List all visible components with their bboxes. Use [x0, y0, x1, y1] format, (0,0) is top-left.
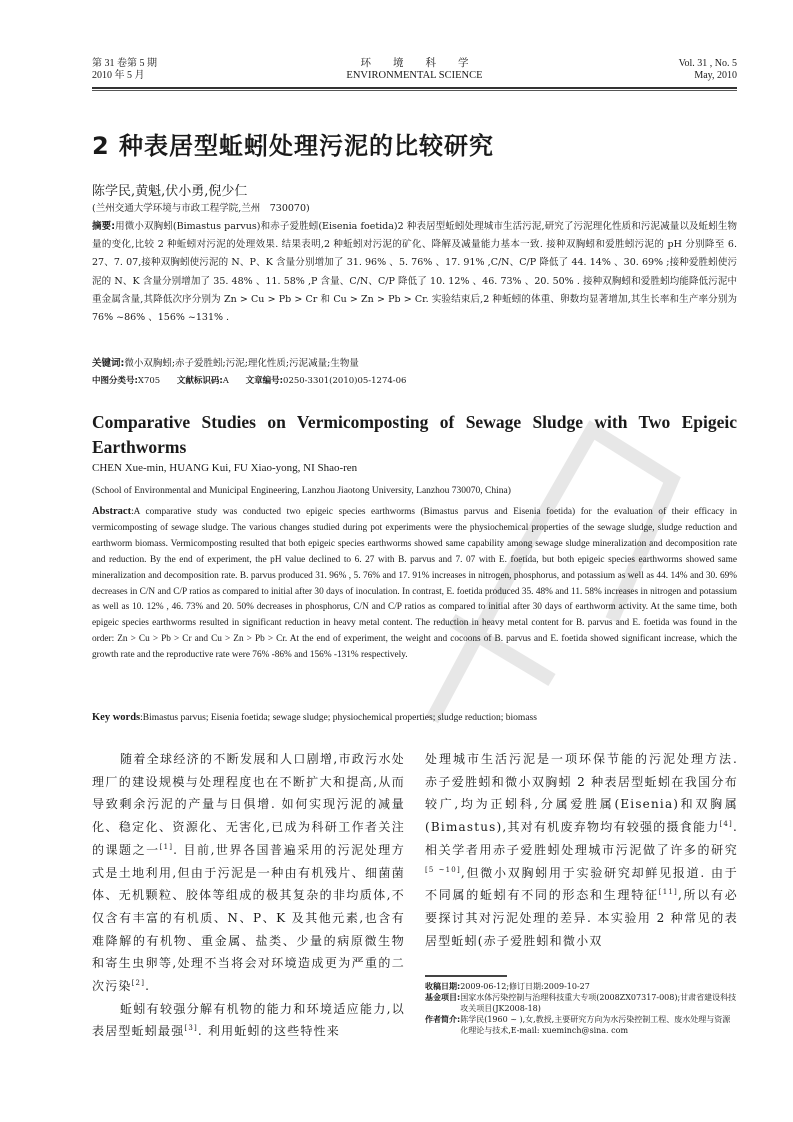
body-paragraph — [92, 998, 405, 1043]
abstract-en-label: Abstract — [92, 506, 132, 517]
date-cn: 2010 年 5 月 — [92, 70, 145, 81]
clc-label: 中图分类号: — [92, 376, 138, 386]
abstract-en-text: A comparative study was conducted two epigeic species earthworms (Bimastus parvus and Eisenia foetida) for the evaluation of their efficacy in vermicomposting of sewage sludge. The various changes studied during pot experiments were the physiochemical properties of the sewage sludge, sludge reduction and earthworm biomass. Vermicomposting resulted that both epigeic species earthworms showed same capability among sewage sludge mineralization and decomposition rate and reduction. By the end of experiment, the pH value declined to 6. 27 with B. parvus and 7. 07 with E. foetida, but both epigeic species earthworms showed same mineralization and decomposition rate. B. parvus produced 31. 96% , 5. 76% and 17. 91% increases in nitrogen, phosphorus, and potassium as well as 44. 14% and 30. 69% decreases in C/N and C/P ratios as compared to initial after 30 days of inoculation. In contrast, E. foetida produced 35. 48% and 11. 58% increases in nitrogen and potassium as well as 10. 12% , 46. 73% and 20. 50% decreases in phosphorus, C/N and C/P ratios as compared to initial after 30 days of earthworm activity. At the same time, both epigeic species earthworms resulted in significant reduction in heavy metal content. The reduction in heavy metal content for B. parvus and E. foetida was found in the order: Zn > Cu > Pb > Cr and Cu > Zn > Pb > Cr. At the end of experiment, the weight and cocoons of B. parvus and E. foetida showed significant increase, which the growth rate and the reproductive rate were 76% -86% and 156% -131% respectively. — [92, 507, 737, 661]
body-paragraph — [425, 748, 738, 952]
doc-code-value: A — [222, 376, 229, 386]
citation-link[interactable]: [4] — [719, 820, 733, 829]
abstract-cn-text: 用微小双胸蚓(Bimastus parvus)和赤子爱胜蚓(Eisenia foetida)2 种表居型蚯蚓处理城市生活污泥,研究了污泥理化性质和污泥减量以及蚯蚓生物量的变化,比较 2 种蚯蚓对污泥的处理效果. 结果表明,2 种蚯蚓对污泥的矿化、降解及减量能力基本一致. 接种双胸蚓和爱胜蚓污泥的 pH 分别降至 6. 27、7. 07,接种双胸蚓使污泥的 N、P、K 含量分别增加了 31. 96% 、5. 76% 、17. 91% ,C/N、C/P 降低了 44. 14% 、30. 69% ;接种爱胜蚓使污泥的 N、K 含量分别增加了 35. 48% 、11. 58% ,P 含量、C/N、C/P 降低了 10. 12% 、46. 73% 、20. 50% . 接种双胸蚓和爱胜蚓均能降低污泥中重金属含量,其降低次序分别为 Zn > Cu > Pb > Cr 和 Cu > Zn > Pb > Cr. 实验结束后,2 种蚯蚓的体重、卵数均显著增加,其生长率和生产率分别为 76% ~86% 、156% ~131% . — [92, 221, 737, 324]
body-text: ,所以有必要探讨其对污泥处理的差异. 本实验用 2 种常见的表居型蚯蚓(赤子爱胜蚓和微小双 — [425, 888, 738, 948]
citation-link[interactable]: [2] — [131, 979, 146, 988]
footnote-label: 收稿日期: — [425, 982, 461, 991]
paper-page — [92, 0, 737, 1122]
affiliation-cn: (兰州交通大学环境与市政工程学院,兰州 730070) — [92, 203, 310, 214]
keywords-cn — [92, 355, 359, 369]
volume-cn: 第 31 卷第 5 期 — [92, 58, 157, 69]
footnote-rule — [425, 975, 507, 977]
body-text: . — [145, 979, 151, 994]
footnote-received — [425, 981, 738, 992]
abstract-en: Abstract:A comparative study was conducted two epigeic species earthworms (Bimastus parvus and Eisenia foetida) for the evaluation of their efficacy in vermicomposting of sewage sludge. The various changes studied during pot experiments were the physiochemical properties of the sewage sludge, sludge reduction and earthworm biomass. Vermicomposting resulted that both epigeic species earthworms showed same capability among sewage sludge mineralization and decomposition rate and reduction. By the end of experiment, the pH value declined to 6. 27 with B. parvus and 7. 07 with E. foetida, but both epigeic species earthworms showed same mineralization and decomposition rate. B. parvus produced 31. 96% , 5. 76% and 17. 91% increases in nitrogen, phosphorus, and potassium as well as 44. 14% and 30. 69% decreases in C/N and C/P ratios as compared to initial after 30 days of inoculation. In contrast, E. foetida produced 35. 48% and 11. 58% increases in nitrogen and potassium as well as 10. 12% , 46. 73% and 20. 50% decreases in phosphorus, C/N and C/P ratios as compared to initial after 30 days of earthworm activity. At the same time, both epigeic species earthworms resulted in significant reduction in heavy metal content. The reduction in heavy metal content for B. parvus and E. foetida was found in the order: Zn > Cu > Pb > Cr and Cu > Zn > Pb > Cr. At the end of experiment, the weight and cocoons of B. parvus and E. foetida showed significant increase, which the growth rate and the reproductive rate were 76% -86% and 156% -131% respectively. — [92, 506, 737, 661]
title-cn: 2 种表居型蚯蚓处理污泥的比较研究 — [92, 132, 495, 160]
authors-en: CHEN Xue-min, HUANG Kui, FU Xiao-yong, NI Shao-ren — [92, 462, 358, 474]
header-center — [92, 58, 737, 82]
body-paragraph — [92, 748, 405, 998]
body-column-right — [425, 748, 738, 952]
header-rule-thin — [92, 90, 737, 91]
volume-en: Vol. 31 , No. 5 — [678, 58, 737, 69]
article-no-label: 文章编号: — [245, 376, 284, 386]
abstract-cn-label: 摘要: — [92, 221, 116, 232]
date-en: May, 2010 — [694, 70, 737, 81]
footnote-fund — [425, 992, 738, 1014]
footnote-label: 作者简介: — [425, 1015, 461, 1024]
keywords-cn-label: 关键词: — [92, 358, 125, 369]
body-text: 蚯蚓有较强分解有机物的能力和环境适应能力,以表居型蚯蚓最强 — [92, 1001, 405, 1039]
affiliation-en: (School of Environmental and Municipal Engineering, Lanzhou Jiaotong University, Lanzhou 730070, China) — [92, 486, 511, 496]
article-no-value: 0250-3301(2010)05-1274-06 — [283, 376, 407, 386]
citation-link[interactable]: [3] — [184, 1024, 198, 1033]
body-text: . 利用蚯蚓的这些特性来 — [197, 1024, 340, 1039]
clc-value: X705 — [137, 376, 161, 386]
footnote-author — [425, 1014, 738, 1036]
authors-cn: 陈学民,黄魁,伏小勇,倪少仁 — [92, 184, 248, 199]
footnotes — [425, 981, 738, 1036]
header-right — [679, 58, 737, 82]
citation-link[interactable]: [5 ~10] — [425, 865, 461, 874]
body-text: 随着全球经济的不断发展和人口剧增,市政污水处理厂的建设规模与处理程度也在不断扩大和提高,从而导致剩余污泥的产量与日俱增. 如何实现污泥的减量化、稳定化、资源化、无害化,已成为科研工作者关注的课题之一 — [92, 752, 405, 857]
body-text: 处理城市生活污泥是一项环保节能的污泥处理方法. 赤子爱胜蚓和微小双胸蚓 2 种表居型蚯蚓在我国分布较广,均为正蚓科,分属爱胜属(Eisenia)和双胸属(Bimastus),其对有机废弃物均有较强的摄食能力 — [425, 752, 738, 835]
journal-name-en: ENVIRONMENTAL SCIENCE — [346, 70, 483, 81]
keywords-en: Key words:Bimastus parvus; Eisenia foetida; sewage sludge; physiochemical properties; sludge reduction; biomass — [92, 712, 537, 723]
body-text: . 目前,世界各国普遍采用的污泥处理方式是土地利用,但由于污泥是一种由有机残片、细菌菌体、无机颗粒、胶体等组成的极其复杂的非均质体,不仅含有丰富的有机质、N、P、K 及其他元素,也含有难降解的有机物、重金属、盐类、少量的病原微生物和寄生虫卵等,处理不当将会对环境造成更为严重的二次污染 — [92, 842, 405, 994]
keywords-en-text: Bimastus parvus; Eisenia foetida; sewage sludge; physiochemical properties; sludge reduction; biomass — [142, 713, 537, 723]
abstract-cn — [92, 218, 737, 327]
footnote-label: 基金项目: — [425, 993, 461, 1002]
citation-link[interactable]: [11] — [658, 888, 678, 897]
footnote-text: 2009-06-12;修订日期:2009-10-27 — [460, 982, 590, 991]
citation-link[interactable]: [1] — [159, 842, 174, 851]
classification-line — [92, 374, 406, 386]
body-column-left — [92, 748, 405, 1043]
keywords-en-label: Key words — [92, 712, 141, 723]
footnote-text: 陈学民(1960 ~ ),女,教授,主要研究方向为水污染控制工程、废水处理与资源化理论与技术,E-mail: xueminch@sina. com — [460, 1015, 731, 1035]
doc-code-label: 文献标识码: — [176, 376, 223, 386]
body-text: . 相关学者用赤子爱胜蚓处理城市污泥做了许多的研究 — [425, 820, 738, 857]
journal-name-cn: 环境科学 — [360, 58, 491, 69]
body-text: ,但微小双胸蚓用于实验研究却鲜见报道. 由于不同属的蚯蚓有不同的形态和生理特征 — [425, 865, 738, 903]
footnote-text: 国家水体污染控制与治理科技重大专项(2008ZX07317-008);甘肃省建设科技攻关项目(JK2008-18) — [460, 993, 737, 1013]
title-en: Comparative Studies on Vermicomposting of Sewage Sludge with Two Epigeic Earthworms — [92, 412, 737, 457]
header-rule — [92, 87, 737, 89]
running-header — [92, 58, 737, 88]
keywords-cn-text: 微小双胸蚓;赤子爱胜蚓;污泥;理化性质;污泥减量;生物量 — [124, 358, 359, 369]
